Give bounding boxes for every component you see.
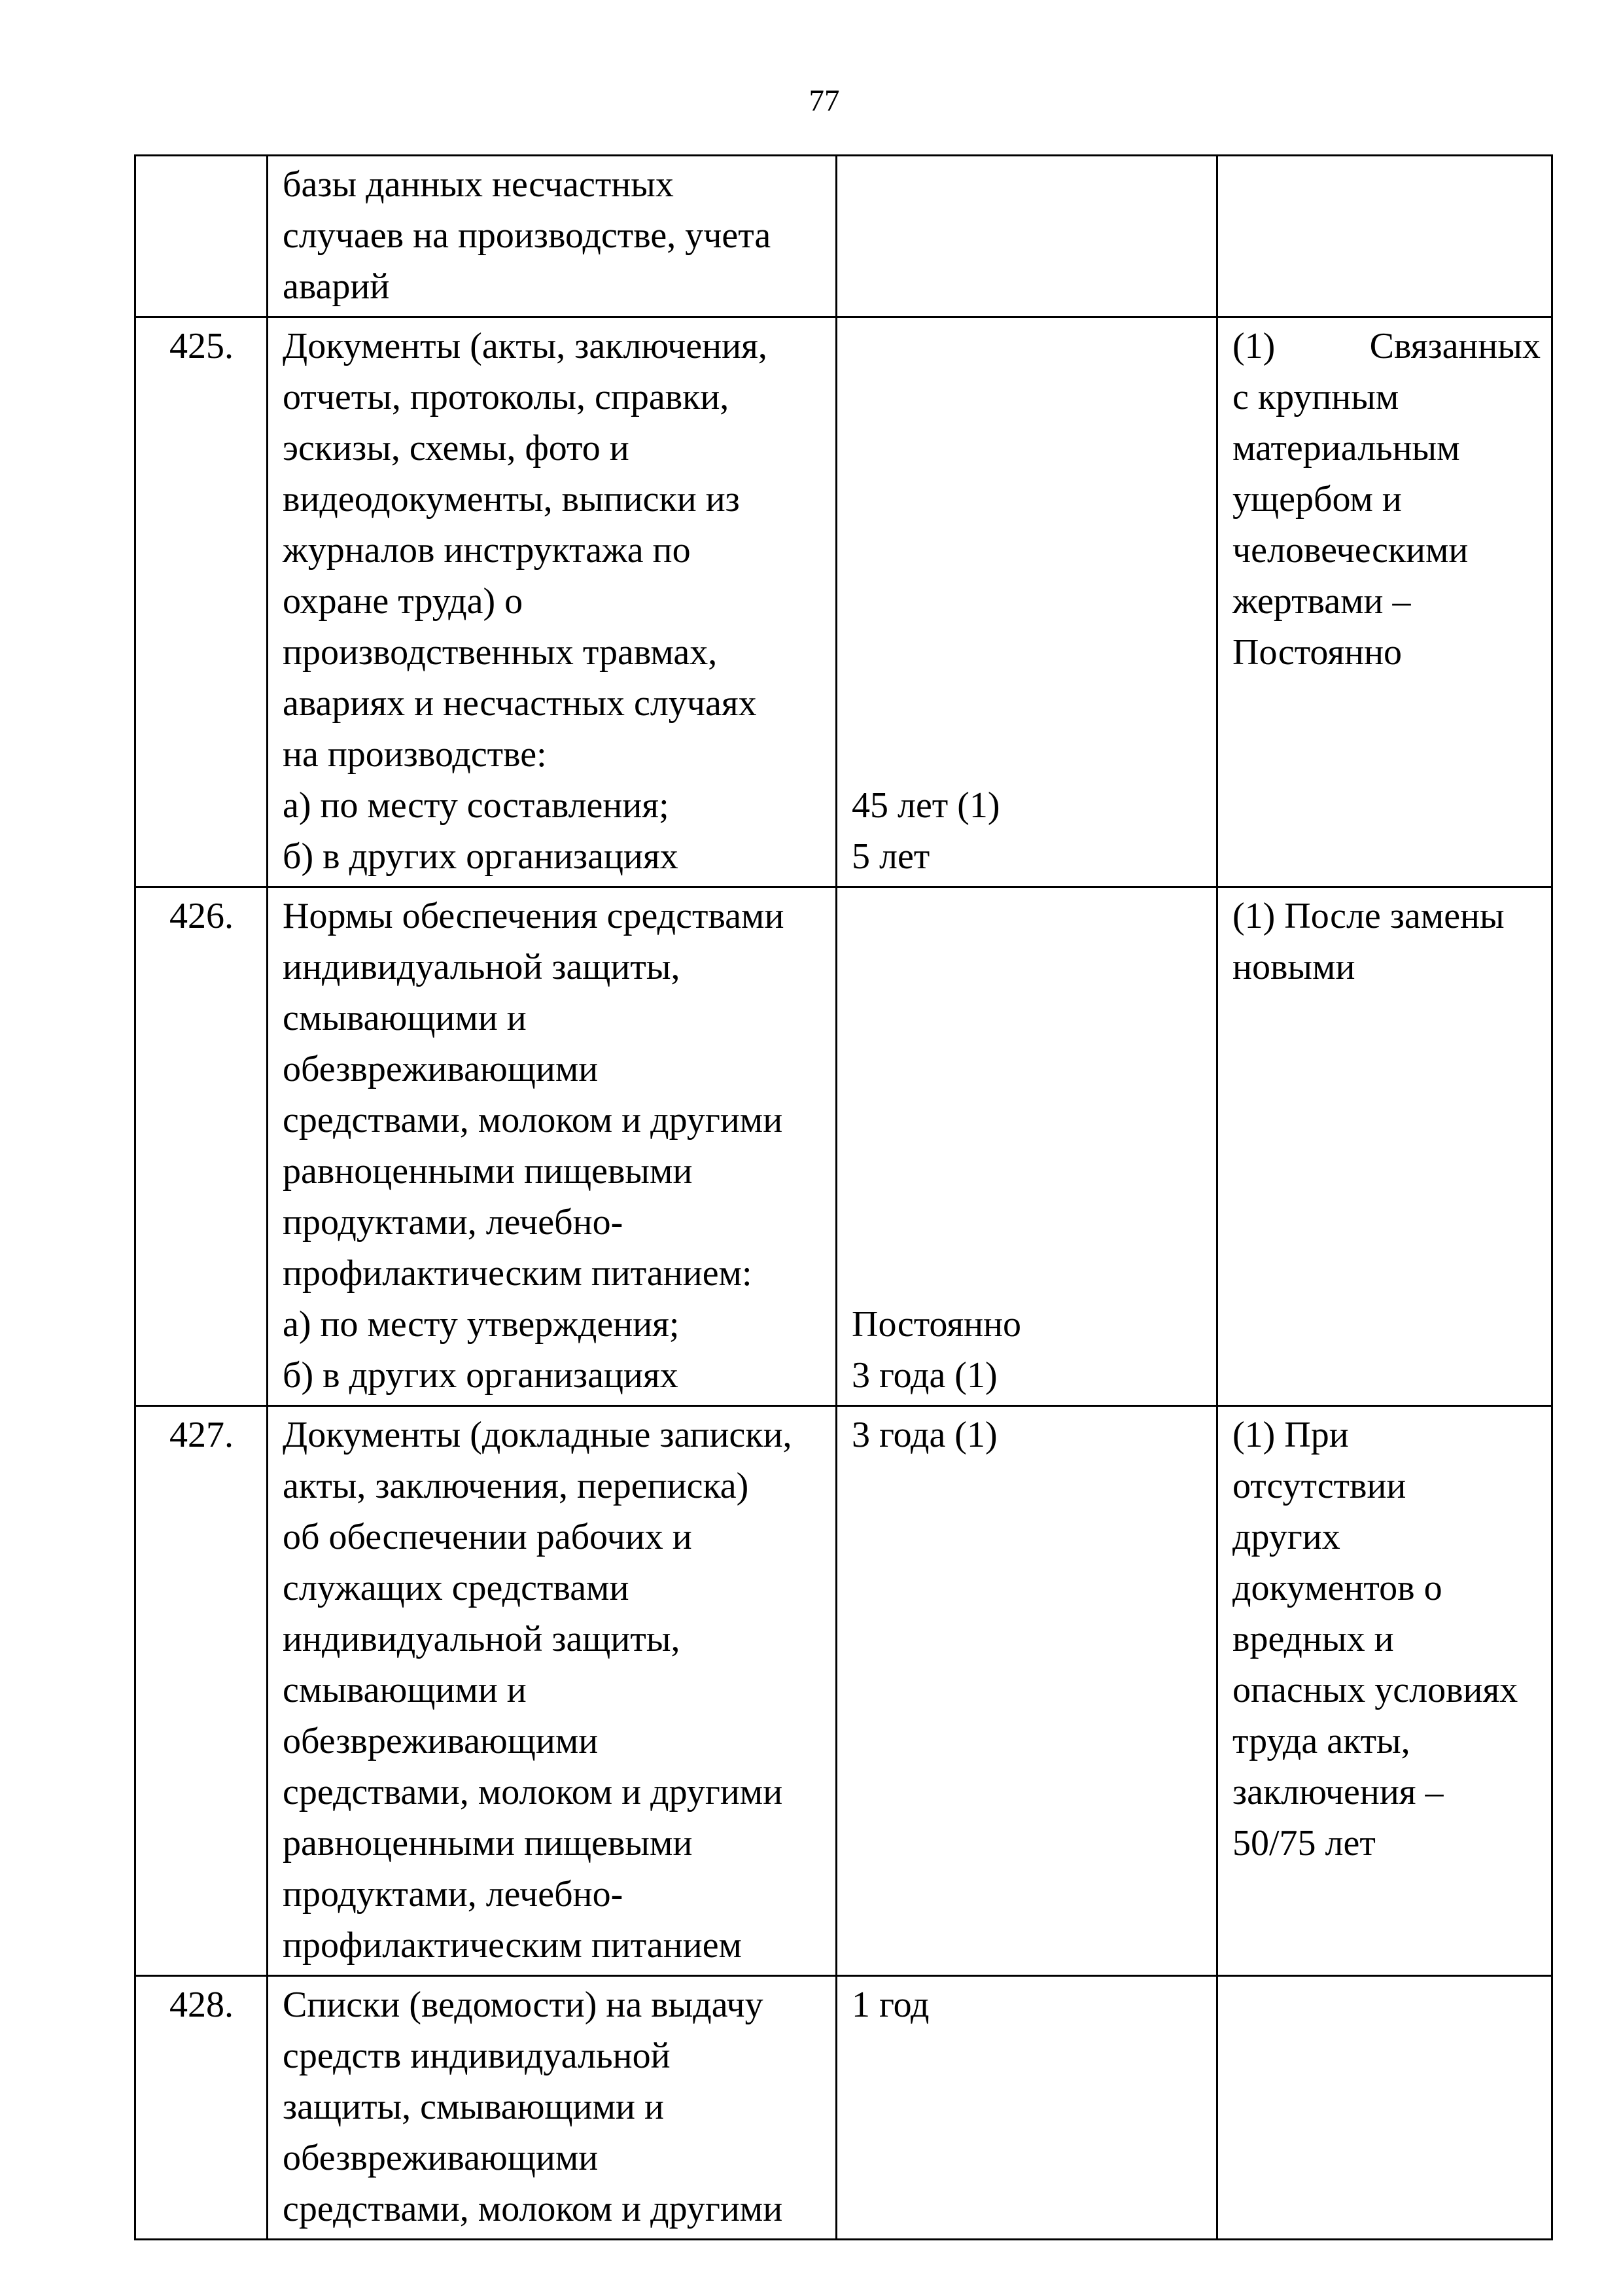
- article-title-line: обезвреживающими: [283, 2138, 599, 2178]
- article-title-line: продуктами, лечебно-: [283, 1202, 623, 1243]
- note-line: 50/75 лет: [1232, 1823, 1376, 1863]
- article-title-line: видеодокументы, выписки из: [283, 479, 740, 520]
- note-line: других: [1232, 1517, 1340, 1557]
- note-line: [1232, 321, 1541, 372]
- article-title-line: защиты, смывающими и: [283, 2087, 664, 2127]
- article-title-cell: [268, 156, 837, 317]
- article-number-cell: [135, 156, 268, 317]
- retention-term-line: 3 года (1): [852, 1415, 998, 1455]
- article-title-line: профилактическим питанием:: [283, 1253, 752, 1294]
- note-cell: [1217, 887, 1552, 1406]
- article-title-line: случаев на производстве, учета: [283, 215, 771, 256]
- article-title-line: равноценными пищевыми: [283, 1151, 693, 1192]
- note-line: труда акты,: [1232, 1721, 1410, 1761]
- article-title-line: служащих средствами: [283, 1568, 629, 1608]
- note-line: жертвами –: [1232, 581, 1411, 622]
- note-line: материальным: [1232, 428, 1460, 468]
- note-line: заключения –: [1232, 1772, 1444, 1812]
- note-line: человеческими: [1232, 530, 1469, 571]
- note-line: вредных и: [1232, 1619, 1394, 1659]
- article-title-line: средствами, молоком и другими: [283, 1772, 783, 1812]
- note-cell: [1217, 1406, 1552, 1976]
- article-title-line: журналов инструктажа по: [283, 530, 691, 571]
- article-title-line: а) по месту утверждения;: [283, 1304, 680, 1345]
- note-line: новыми: [1232, 947, 1355, 987]
- note-line: (1) При: [1232, 1415, 1349, 1455]
- article-number-cell: 427.: [135, 1406, 268, 1976]
- note-cell: [1217, 1976, 1552, 2240]
- article-title-line: на производстве:: [283, 734, 547, 775]
- article-title-line: индивидуальной защиты,: [283, 947, 680, 987]
- article-title-cell: [268, 887, 837, 1406]
- article-title-line: отчеты, протоколы, справки,: [283, 377, 729, 417]
- article-number-cell: 428.: [135, 1976, 268, 2240]
- retention-term-cell: [837, 887, 1217, 1406]
- note-line: ущербом и: [1232, 479, 1402, 520]
- note-line: (1) После замены: [1232, 896, 1505, 936]
- article-title-line: Документы (докладные записки,: [283, 1415, 792, 1455]
- article-title-line: обезвреживающими: [283, 1721, 599, 1761]
- retention-term-line: 45 лет (1): [852, 785, 1000, 826]
- article-number-cell: 426.: [135, 887, 268, 1406]
- article-title-cell: [268, 1406, 837, 1976]
- article-title-line: средствами, молоком и другими: [283, 1100, 783, 1140]
- table-row-427: [135, 1406, 1552, 1976]
- note-cell: [1217, 317, 1552, 887]
- note-line: с крупным: [1232, 377, 1399, 417]
- retention-term-cell: [837, 156, 1217, 317]
- article-title-line: акты, заключения, переписка): [283, 1466, 749, 1506]
- retention-term-cell: [837, 1406, 1217, 1976]
- records-retention-table: [134, 154, 1553, 2240]
- note-line: документов о: [1232, 1568, 1442, 1608]
- article-title-line: Списки (ведомости) на выдачу: [283, 1985, 763, 2025]
- article-title-line: смывающими и: [283, 998, 527, 1038]
- note-line: Постоянно: [1232, 632, 1403, 673]
- article-number-cell: 425.: [135, 317, 268, 887]
- table-row-425: [135, 317, 1552, 887]
- article-title-line: Документы (акты, заключения,: [283, 326, 767, 366]
- retention-term-line: 5 лет: [852, 836, 930, 877]
- article-title-line: обезвреживающими: [283, 1049, 599, 1089]
- table-row-continuation: [135, 156, 1552, 317]
- article-title-line: охране труда) о: [283, 581, 523, 622]
- article-title-line: Нормы обеспечения средствами: [283, 896, 784, 936]
- retention-term-line: Постоянно: [852, 1304, 1022, 1345]
- article-title-line: индивидуальной защиты,: [283, 1619, 680, 1659]
- article-title-line: б) в других организациях: [283, 836, 678, 877]
- article-title-line: аварий: [283, 266, 390, 307]
- article-title-line: об обеспечении рабочих и: [283, 1517, 692, 1557]
- article-title-line: авариях и несчастных случаях: [283, 683, 757, 724]
- article-title-cell: [268, 317, 837, 887]
- retention-term-line: 3 года (1): [852, 1355, 998, 1396]
- retention-term-cell: [837, 1976, 1217, 2240]
- retention-term-cell: [837, 317, 1217, 887]
- article-title-line: смывающими и: [283, 1670, 527, 1710]
- article-title-line: средств индивидуальной: [283, 2036, 671, 2076]
- note-word: Связанных: [1369, 326, 1541, 366]
- article-title-line: профилактическим питанием: [283, 1925, 742, 1966]
- page-number: 77: [809, 84, 840, 118]
- table-row-426: [135, 887, 1552, 1406]
- article-title-line: базы данных несчастных: [283, 164, 674, 205]
- article-title-line: равноценными пищевыми: [283, 1823, 693, 1863]
- article-title-cell: [268, 1976, 837, 2240]
- article-title-line: а) по месту составления;: [283, 785, 669, 826]
- article-title-line: продуктами, лечебно-: [283, 1874, 623, 1915]
- article-title-line: производственных травмах,: [283, 632, 718, 673]
- article-title-line: эскизы, схемы, фото и: [283, 428, 629, 468]
- table-row-428: [135, 1976, 1552, 2240]
- note-line: опасных условиях: [1232, 1670, 1518, 1710]
- article-title-line: средствами, молоком и другими: [283, 2189, 783, 2229]
- note-marker: (1): [1232, 326, 1276, 366]
- article-title-line: б) в других организациях: [283, 1355, 678, 1396]
- note-line: отсутствии: [1232, 1466, 1406, 1506]
- note-cell: [1217, 156, 1552, 317]
- retention-term-line: 1 год: [852, 1985, 930, 2025]
